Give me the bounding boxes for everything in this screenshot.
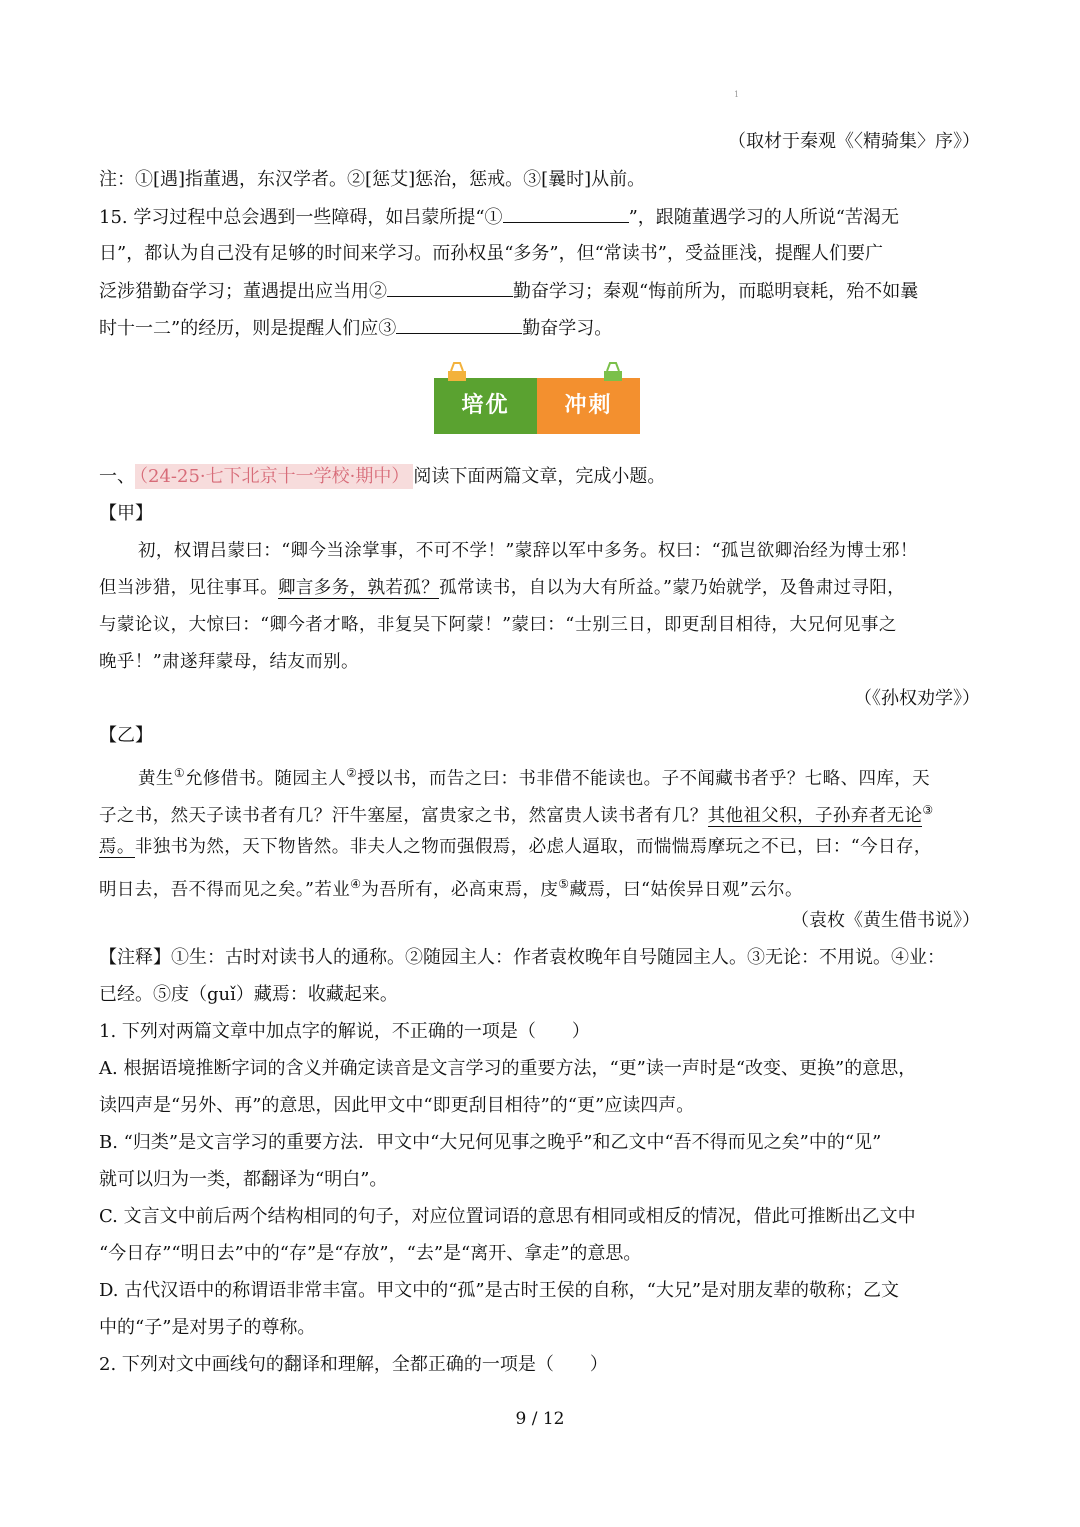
- yi-text: 非独书为然，天下物皆然。非夫人之物而强假焉，必虑人逼取，而惴惴焉摩玩之不已，曰：“今日存，: [134, 837, 932, 857]
- note-marker: ②: [346, 766, 358, 780]
- binder-clip-icon: [602, 361, 624, 385]
- answer-blank-1[interactable]: [503, 204, 629, 223]
- note-marker: ①: [173, 766, 185, 780]
- q15-text: ”，跟随董遇学习的人所说“苦渴无: [628, 207, 899, 228]
- yi-line-1: [138, 760, 930, 792]
- source-tag[interactable]: （24-25·七下北京十一学校·期中）: [135, 464, 413, 489]
- q15-text: 勤奋学习；秦观“悔前所为，而聪明衰耗，殆不如曩: [513, 281, 919, 302]
- note-line: 注：①[遇]指董遇，东汉学者。②[惩艾]惩治，惩戒。③[曩时]从前。: [99, 169, 646, 190]
- underlined-sentence: 焉。: [99, 837, 135, 857]
- yi-line-4: [99, 871, 803, 903]
- section-prefix: 一、: [99, 466, 135, 487]
- yi-text: 子之书，然天子读书者有几？汗牛塞屋，富贵家之书，然富贵人读书者有几？: [99, 805, 708, 826]
- jia-line-3: 与蒙论议，大惊曰：“卿今者才略，非复吴下阿蒙！”蒙曰：“士别三日，即更刮目相待，大兄何见事之: [99, 615, 897, 635]
- underlined-sentence: 卿言多务，孰若孤？: [278, 578, 440, 598]
- page-number: 9 / 12: [515, 1409, 565, 1429]
- source-citation-qinguan: （取材于秦观《〈精骑集〉序》）: [728, 131, 980, 152]
- option-a-line-2[interactable]: 读四声是“另外、再”的意思，因此甲文中“即更刮目相待”的“更”应读四声。: [99, 1095, 695, 1116]
- option-c-line-1[interactable]: C. 文言文中前后两个结构相同的句子，对应位置词语的意思有相同或相反的情况，借此可推断出乙文中: [99, 1206, 916, 1227]
- jia-heading: 【甲】: [99, 503, 153, 524]
- jia-text: 但当涉猎，见往事耳。: [99, 578, 278, 598]
- yi-text: 为吾所有，必高束焉，庋: [361, 879, 559, 900]
- option-b-line-2[interactable]: 就可以归为一类，都翻译为“明白”。: [99, 1169, 388, 1190]
- q15-text: 勤奋学习。: [522, 318, 613, 339]
- jia-line-2: [99, 575, 905, 601]
- underlined-sentence: 其他祖父积，子孙弃者无论: [707, 805, 923, 826]
- yi-heading: 【乙】: [99, 725, 153, 746]
- q15-line-2: 日”，都认为自己没有足够的时间来学习。而孙权虽“多务”，但“常读书”，受益匪浅，提醒人们要广: [99, 243, 884, 264]
- q15-text: 15. 学习过程中总会遇到一些障碍，如吕蒙所提“①: [99, 207, 503, 228]
- option-a-line-1[interactable]: A. 根据语境推断字词的含义并确定读音是文言学习的重要方法，“更”读一声时是“改变、更换”的意思，: [99, 1058, 917, 1079]
- yi-text: 明日去，吾不得而见之矣。”若业: [99, 879, 351, 900]
- banner-right-text: 冲刺: [564, 393, 613, 418]
- option-d-line-1[interactable]: D. 古代汉语中的称谓语非常丰富。甲文中的“孤”是古时王侯的自称，“大兄”是对朋友辈的敬称；乙文: [99, 1280, 900, 1301]
- annotation-line-2: 已经。⑤庋（guǐ）藏焉：收藏起来。: [99, 984, 398, 1005]
- yi-text: 授以书，而告之曰：书非借不能读也。子不闻藏书者乎？七略、四库，天: [357, 768, 931, 789]
- answer-blank-3[interactable]: [396, 315, 522, 334]
- option-b-line-1[interactable]: B. “归类”是文言学习的重要方法．甲文中“大兄何见事之晚乎”和乙文中“吾不得而见之矣”中的“见”: [99, 1132, 882, 1153]
- yi-text: 藏焉，曰“姑俟异日观”云尔。: [569, 879, 803, 900]
- section-heading: [99, 464, 665, 490]
- binder-clip-icon: [446, 361, 468, 385]
- q15-line-3: [99, 278, 918, 305]
- option-c-line-2[interactable]: “今日存”“明日去”中的“存”是“存放”，“去”是“离开、拿走”的意思。: [99, 1243, 642, 1264]
- yi-source: （袁枚《黄生借书说》）: [791, 910, 980, 931]
- note-marker: ④: [350, 877, 362, 891]
- q15-line-4: [99, 315, 612, 342]
- section-instruction: 阅读下面两篇文章，完成小题。: [413, 466, 666, 487]
- jia-line-4: 晚乎！”肃遂拜蒙母，结友而别。: [99, 652, 359, 672]
- q15-text: 时十一二”的经历，则是提醒人们应③: [99, 318, 397, 339]
- yi-line-2: [99, 797, 934, 829]
- question-1-stem: 1. 下列对两篇文章中加点字的解说，不正确的一项是（ ）: [99, 1021, 590, 1042]
- question-2-stem: 2. 下列对文中画线句的翻译和理解，全都正确的一项是（ ）: [99, 1354, 608, 1375]
- yi-text: 黄生: [138, 768, 174, 789]
- q15-text: 泛涉猎勤奋学习；董遇提出应当用②: [99, 281, 387, 302]
- q15-line-1: [99, 204, 899, 231]
- jia-source: （《孙权劝学》）: [854, 688, 980, 709]
- page-top-mark: 1: [734, 90, 740, 99]
- note-marker: ③: [922, 803, 934, 817]
- section-banner: [434, 373, 640, 435]
- banner-left-text: 培优: [461, 393, 510, 418]
- annotation-line-1: 【注释】①生：古时对读书人的通称。②随园主人：作者袁枚晚年自号随园主人。③无论：不用说。④业：: [99, 947, 945, 968]
- yi-text: 允修借书。随园主人: [184, 768, 347, 789]
- option-d-line-2[interactable]: 中的“子”是对男子的尊称。: [99, 1317, 316, 1338]
- yi-line-3: [99, 834, 932, 860]
- answer-blank-2[interactable]: [387, 278, 513, 297]
- jia-text: 孤常读书，自以为大有所益。”蒙乃始就学，及鲁肃过寻阳，: [439, 578, 906, 598]
- note-marker: ⑤: [558, 877, 570, 891]
- jia-line-1: 初，权谓吕蒙曰：“卿今当涂掌事，不可不学！”蒙辞以军中多务。权曰：“孤岂欲卿治经为博士邪！: [138, 541, 918, 561]
